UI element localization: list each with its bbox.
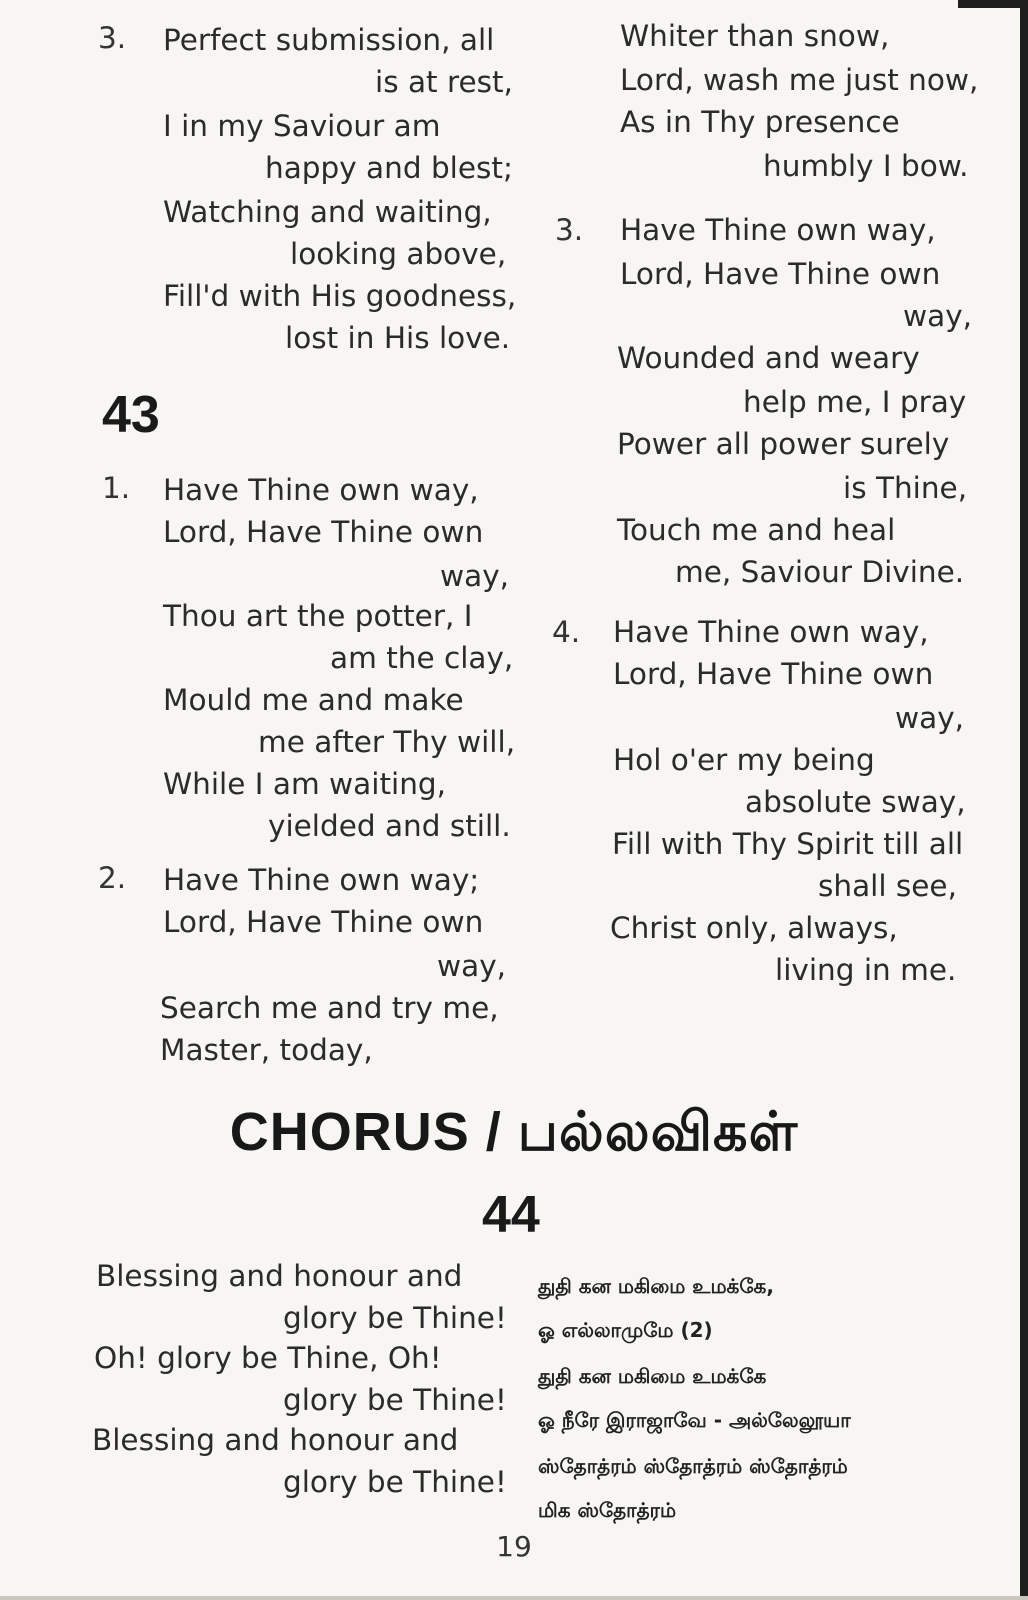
page-number: 19 — [496, 1530, 532, 1563]
chorus-line: glory be Thine! — [283, 1383, 507, 1417]
verse-line: way, — [437, 949, 507, 983]
verse-line: Christ only, always, — [610, 911, 898, 945]
verse-line: I in my Saviour am — [163, 109, 441, 143]
verse-line: Search me and try me, — [160, 991, 499, 1025]
stanza-number: 2. — [98, 861, 127, 895]
verse-line: Lord, Have Thine own — [163, 515, 484, 549]
tamil-line: ஓ நீரே இராஜாவே - அல்லேலூயா — [538, 1408, 851, 1432]
chorus-line: glory be Thine! — [283, 1301, 507, 1335]
hymn-number: 43 — [102, 386, 160, 444]
page-edge-shadow — [1020, 0, 1028, 1600]
verse-line: Touch me and heal — [617, 513, 896, 547]
verse-line: yielded and still. — [268, 809, 511, 843]
verse-line: happy and blest; — [265, 151, 513, 185]
verse-line: Hol o'er my being — [613, 743, 875, 777]
verse-line: Have Thine own way; — [163, 863, 480, 897]
verse-line: Fill with Thy Spirit till all — [612, 827, 964, 861]
stanza-number: 1. — [102, 471, 131, 505]
stanza-number: 4. — [552, 615, 581, 649]
tamil-line: ஸ்தோத்ரம் ஸ்தோத்ரம் ஸ்தோத்ரம் — [538, 1454, 848, 1478]
chorus-line: Blessing and honour and — [96, 1259, 463, 1293]
verse-line: me, Saviour Divine. — [675, 555, 965, 589]
verse-line: me after Thy will, — [258, 725, 516, 759]
page-corner-shadow — [958, 0, 1028, 8]
verse-line: Thou art the potter, I — [163, 599, 473, 633]
tamil-line: மிக ஸ்தோத்ரம் — [538, 1498, 677, 1522]
tamil-line: ஓ எல்லாமுமே (2) — [538, 1318, 713, 1342]
verse-line: Lord, Have Thine own — [613, 657, 934, 691]
verse-line: Power all power surely — [617, 427, 950, 461]
verse-line: Master, today, — [160, 1033, 373, 1067]
chorus-line: glory be Thine! — [283, 1465, 507, 1499]
stanza-number: 3. — [555, 213, 584, 247]
verse-line: living in me. — [775, 953, 957, 987]
hymn-number: 44 — [482, 1186, 540, 1244]
verse-line: way, — [895, 701, 965, 735]
verse-line: Lord, Have Thine own — [620, 257, 941, 291]
section-title: CHORUS / பல்லவிகள் — [229, 1102, 799, 1162]
verse-line: Lord, wash me just now, — [620, 63, 979, 97]
verse-line: way, — [440, 559, 510, 593]
verse-line: As in Thy presence — [620, 105, 900, 139]
page-bottom-edge — [0, 1596, 1028, 1600]
verse-line: lost in His love. — [285, 321, 511, 355]
verse-line: Fill'd with His goodness, — [163, 279, 517, 313]
verse-line: way, — [903, 299, 973, 333]
verse-line: is Thine, — [843, 471, 968, 505]
verse-line: Wounded and weary — [617, 341, 920, 375]
verse-line: Have Thine own way, — [163, 473, 479, 507]
verse-line: is at rest, — [375, 65, 513, 99]
verse-line: looking above, — [290, 237, 507, 271]
chorus-line: Blessing and honour and — [92, 1423, 459, 1457]
verse-line: Have Thine own way, — [613, 615, 929, 649]
stanza-number: 3. — [98, 21, 127, 55]
verse-line: Watching and waiting, — [163, 195, 492, 229]
verse-line: Mould me and make — [163, 683, 464, 717]
verse-line: am the clay, — [330, 641, 514, 675]
verse-line: While I am waiting, — [163, 767, 447, 801]
verse-line: shall see, — [818, 869, 957, 903]
tamil-line: துதி கன மகிமை உமக்கே, — [538, 1274, 774, 1298]
tamil-line: துதி கன மகிமை உமக்கே — [538, 1364, 767, 1388]
verse-line: help me, I pray — [743, 385, 967, 419]
chorus-line: Oh! glory be Thine, Oh! — [94, 1341, 442, 1375]
verse-line: Lord, Have Thine own — [163, 905, 484, 939]
verse-line: Whiter than snow, — [620, 19, 890, 53]
verse-line: humbly I bow. — [763, 149, 969, 183]
verse-line: Perfect submission, all — [163, 23, 495, 57]
verse-line: Have Thine own way, — [620, 213, 936, 247]
verse-line: absolute sway, — [745, 785, 966, 819]
